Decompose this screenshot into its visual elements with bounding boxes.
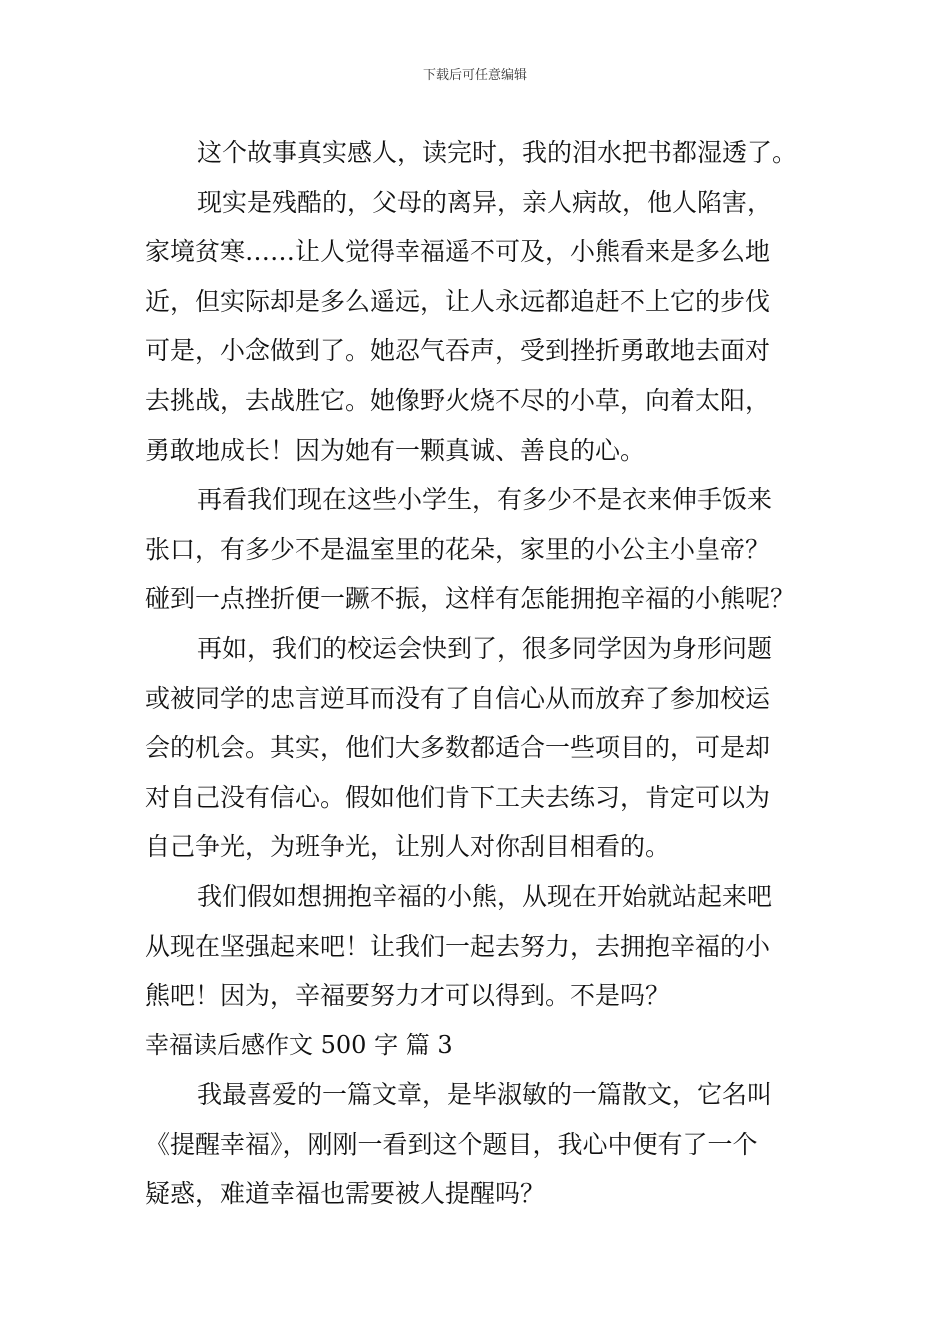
text-line: 自己争光，为班争光，让别人对你刮目相看的。	[145, 832, 671, 862]
text-line: 去挑战，去战胜它。她像野火烧不尽的小草，向着太阳，	[145, 385, 771, 415]
text-line: 现实是残酷的，父母的离异，亲人病故，他人陷害，	[197, 187, 773, 217]
text-line: 或被同学的忠言逆耳而没有了自信心从而放弃了参加校运	[145, 683, 771, 713]
text-line: 碰到一点挫折便一蹶不振，这样有怎能拥抱辛福的小熊呢？	[145, 584, 796, 614]
text-line: 我们假如想拥抱辛福的小熊，从现在开始就站起来吧	[197, 881, 773, 911]
text-line: 勇敢地成长！因为她有一颗真诚、善良的心。	[145, 435, 646, 465]
text-line: 熊吧！因为，辛福要努力才可以得到。不是吗？	[145, 981, 671, 1011]
text-line: 从现在坚强起来吧！让我们一起去努力，去拥抱辛福的小	[145, 931, 771, 961]
text-line: 可是，小念做到了。她忍气吞声，受到挫折勇敢地去面对	[145, 336, 771, 366]
text-line: 会的机会。其实，他们大多数都适合一些项目的，可是却	[145, 733, 771, 763]
text-line: 疑惑，难道幸福也需要被人提醒吗？	[145, 1179, 546, 1209]
page-header: 下载后可任意编辑	[422, 68, 527, 83]
text-line: 这个故事真实感人，读完时，我的泪水把书都湿透了。	[197, 138, 798, 167]
text-line: 张口，有多少不是温室里的花朵，家里的小公主小皇帝？	[145, 534, 771, 564]
text-line: 对自己没有信心。假如他们肯下工夫去练习，肯定可以为	[145, 782, 771, 812]
text-line: 再看我们现在这些小学生，有多少不是衣来伸手饭来	[197, 485, 773, 515]
text-line: 家境贫寒……让人觉得幸福遥不可及，小熊看来是多么地	[145, 237, 771, 267]
text-line: 再如，我们的校运会快到了，很多同学因为身形问题	[197, 633, 773, 663]
text-line: 《提醒幸福》，刚刚一看到这个题目，我心中便有了一个	[145, 1129, 758, 1159]
text-line: 我最喜爱的一篇文章，是毕淑敏的一篇散文，它名叫	[197, 1080, 773, 1110]
document-body	[145, 128, 805, 1219]
section-title: 幸福读后感作文 500 字 篇 3	[145, 1030, 453, 1059]
text-line: 近，但实际却是多么遥远，让人永远都追赶不上它的步伐	[145, 286, 771, 316]
